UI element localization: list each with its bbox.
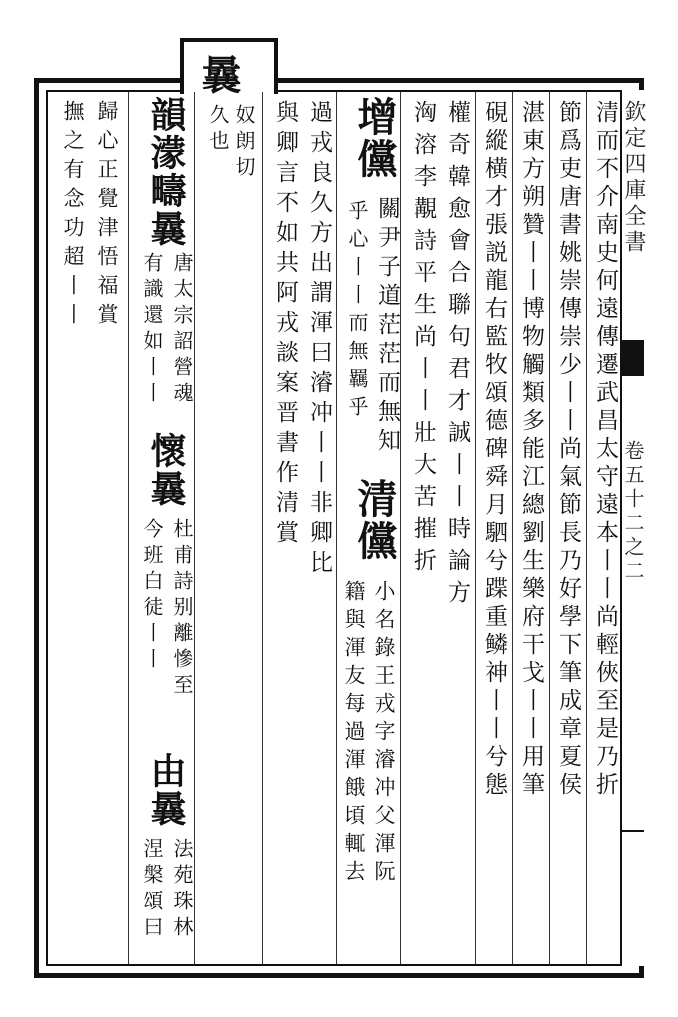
text-column-12a: 有識還如丨丨 (140, 252, 164, 408)
text-column-8b: 籍與渾友每過渾餓頃輒去 (342, 580, 366, 888)
column-rule (512, 92, 513, 964)
text-column-5: 權奇韓愈會合聯句君才誠丨丨時論方 (444, 100, 470, 612)
heading-pronunciation: 奴朗切 (232, 104, 256, 182)
column-rule (194, 92, 195, 964)
margin-volume: 卷五十二之二 (621, 440, 645, 584)
text-column-8: 乎心丨丨而無羈乎 (345, 200, 369, 424)
column-rule (128, 92, 129, 964)
text-column-4: 硯縱横才張説龍右監牧頌德碑舜月駟兮蹀重鳞神丨丨兮態 (481, 100, 507, 800)
text-column-2: 節爲吏唐書姚崇傳崇少丨丨尚氣節長乃好學下筆成章夏侯 (555, 100, 581, 800)
text-column-10: 與卿言不如共阿戎談案晋書作清賞 (272, 100, 298, 550)
text-column-9: 過戎良久方出謂渾曰濬冲丨丨非卿比 (306, 100, 332, 580)
text-column-13: 歸心正覺津悟福賞 (95, 100, 119, 332)
text-column-3: 湛東方朔贊丨丨博物觸類多能江總劉生樂府干戈丨丨用筆 (518, 100, 544, 800)
text-column-12c: 涅槃頌曰 (140, 838, 164, 942)
text-column-11c: 法苑珠林 (170, 838, 194, 942)
margin-fishtail (620, 340, 644, 376)
entry-head-qingtang: 清儻 (351, 478, 398, 562)
text-column-1: 清而不介南史何遠傳遷武昌太守遠本丨丨尚輕俠至是乃折 (592, 100, 618, 800)
column-rule (475, 92, 476, 964)
text-column-7b: 小名錄王戎字濬冲父渾阮 (372, 580, 396, 888)
text-column-7a: 關尹子道茫茫而無知 (374, 196, 400, 457)
entry-head-younang: 由曩 (145, 752, 187, 828)
column-rule (549, 92, 550, 964)
text-column-6: 洶溶李覯詩平生尚丨丨壯大苦摧折 (410, 100, 436, 580)
text-column-11b: 杜甫詩别離慘至 (170, 518, 194, 700)
heading-char: 曩 (195, 54, 242, 96)
text-column-12b: 今班白徒丨丨 (140, 518, 164, 674)
column-rule (336, 92, 337, 964)
margin-rule (622, 830, 644, 832)
entry-head-yunmeng: 韻濛疇曩 (145, 96, 187, 248)
entry-head-zengtang: 增儻 (351, 96, 398, 180)
text-column-14: 撫之有念功超丨丨 (61, 100, 85, 332)
entry-head-huainang: 懷曩 (145, 432, 187, 508)
column-rule (586, 92, 587, 964)
heading-note: 久也 (206, 104, 230, 156)
text-column-11a: 唐太宗詔營魂 (170, 252, 194, 408)
column-rule (262, 92, 263, 964)
margin-book-title: 欽定四庫全書 (621, 100, 646, 256)
